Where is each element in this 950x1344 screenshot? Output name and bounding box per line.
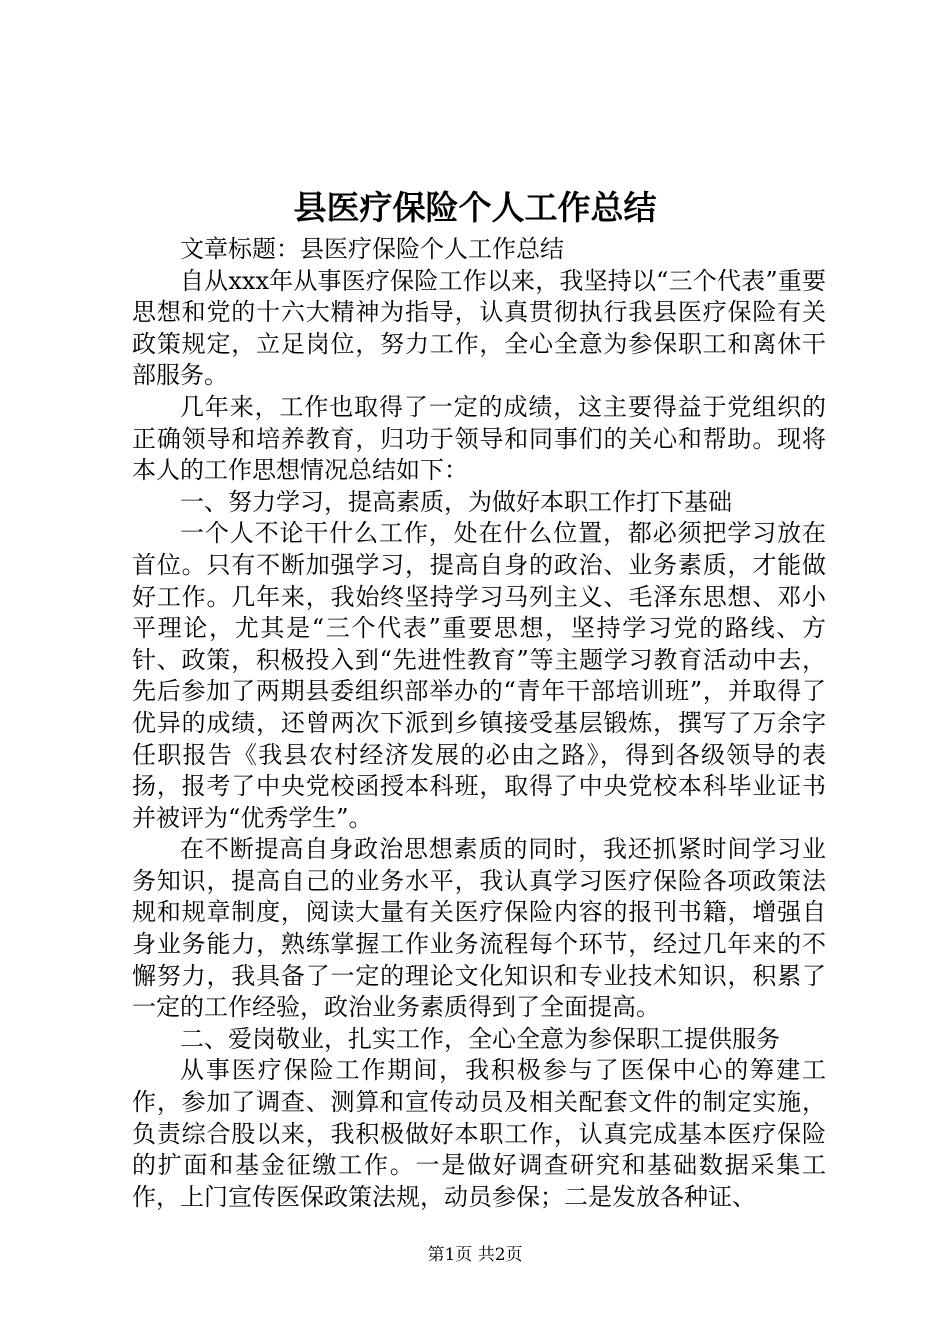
paragraph-business-knowledge: 在不断提高自身政治思想素质的同时，我还抓紧时间学习业务知识，提高自己的业务水平，我认真学习医疗保险各项政策法规和规章制度，阅读大量有关医疗保险内容的报刊书籍，增强自身业务能力，熟练掌握工作业务流程每个环节，经过几年来的不懈努力，我具备了一定的理论文化知识和专业技术知识，积累了一定的工作经验，政治业务素质得到了全面提高。 bbox=[132, 835, 826, 1022]
page-footer: 第1页 共2页 bbox=[427, 1245, 523, 1265]
paragraph-work: 从事医疗保险工作期间，我积极参与了医保中心的筹建工作，参加了调查、测算和宣传动员及相关配套文件的制定实施，负责综合股以来，我积极做好本职工作，认真完成基本医疗保险的扩面和基金征缴工作。一是做好调查研究和基础数据采集工作，上门宣传医保政策法规，动员参保；二是发放各种证、 bbox=[132, 1056, 826, 1211]
article-title-line: 文章标题：县医疗保险个人工作总结 bbox=[180, 235, 564, 263]
paragraph-summary: 几年来，工作也取得了一定的成绩，这主要得益于党组织的正确领导和培养教育，归功于领导和同事们的关心和帮助。现将本人的工作思想情况总结如下： bbox=[132, 392, 826, 485]
paragraph-intro: 自从xxx年从事医疗保险工作以来，我坚持以“三个代表”重要思想和党的十六大精神为指导，认真贯彻执行我县医疗保险有关政策规定，立足岗位，努力工作，全心全意为参保职工和离休干部服务。 bbox=[132, 266, 826, 390]
paragraph-study: 一个人不论干什么工作，处在什么位置，都必须把学习放在首位。只有不断加强学习，提高自身的政治、业务素质，才能做好工作。几年来，我始终坚持学习马列主义、毛泽东思想、邓小平理论，尤其是“三个代表”重要思想，坚持学习党的路线、方针、政策，积极投入到“先进性教育”等主题学习教育活动中去，先后参加了两期县委组织部举办的“青年干部培训班”，并取得了优异的成绩，还曾两次下派到乡镇接受基层锻炼，撰写了万余字任职报告《我县农村经济发展的必由之路》，得到各级领导的表扬，报考了中央党校函授本科班，取得了中央党校本科毕业证书并被评为“优秀学生”。 bbox=[132, 519, 826, 832]
section-heading-1: 一、努力学习，提高素质，为做好本职工作打下基础 bbox=[180, 487, 732, 516]
document-body bbox=[132, 234, 826, 1213]
document-title: 县医疗保险个人工作总结 bbox=[293, 188, 657, 227]
section-heading-2: 二、爱岗敬业，扎实工作，全心全意为参保职工提供服务 bbox=[180, 1024, 780, 1053]
